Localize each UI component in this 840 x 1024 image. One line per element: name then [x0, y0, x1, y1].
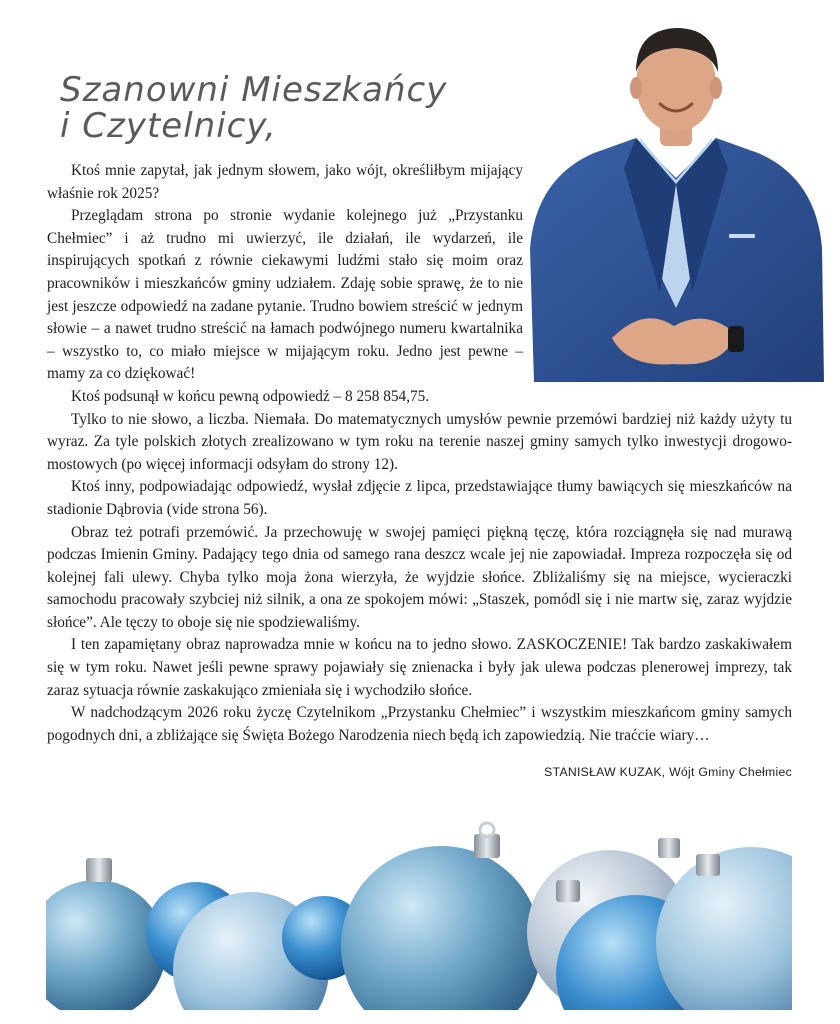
signature: STANISŁAW KUZAK, Wójt Gminy Chełmiec — [544, 765, 792, 779]
left-ear — [630, 77, 642, 99]
paragraph: Obraz też potrafi przemówić. Ja przechowuję w swojej pamięci piękną tęczę, która rozciągnęła się nad murawą podczas Imienin Gminy. Padający tego dnia od samego rana deszcz wcale jej nie zapowiadał. Impreza rozpoczęła się od kolejnej fali ulewy. Chyba tylko moja żona wierzyła, że wyjdzie słońce. Zbliżaliśmy się na miejsce, wycieraczki samochodu pracowały szybciej niż silnik, a ona ze spokojem mówi: „Staszek, pomódl się i nie martw się, zaraz wyjdzie słońce”. Ale tęczy to oboje się nie spodziewaliśmy. — [47, 523, 792, 631]
right-ear — [710, 77, 722, 99]
paragraph: Tylko to nie słowo, a liczba. Niemała. Do matematycznych umysłów pewnie przemówi bardziej niż każdy użyty tu wyraz. Za tyle polskich złotych zrealizowano w tym roku na terenie naszej gminy samych tylko inwestycji drogowo-mostowych (po więcej informacji odsyłam do strony 12). — [47, 410, 792, 473]
paragraph: Ktoś podsunął w końcu pewną odpowiedź – 8 258 854,75. — [71, 387, 430, 405]
ornament-ball — [341, 846, 541, 1010]
heading-line-1: Szanowni Mieszkańcy — [60, 70, 448, 110]
ornament-ball — [656, 847, 792, 1010]
page-heading — [60, 72, 447, 144]
paragraph: W nadchodzącym 2026 roku życzę Czytelnikom „Przystanku Chełmiec” i wszystkim mieszkańcom gminy samych pogodnych dni, a zbliżające się Święta Bożego Narodzenia niech będą ich zapowiedzią. Nie traćcie wiary… — [47, 704, 792, 744]
paragraph: Przeglądam strona po stronie wydanie kolejnego już „Przystanku Chełmiec” i aż trudno mi uwierzyć, ile działań, ile wydarzeń, ile inspirujących spotkań z równie ciekawymi ludźmi stało się moim oraz pracowników i mieszkańców gminy udziałem. Zdaję sobie sprawę, że to nie jest jeszcze odpowiedź na zadane pytanie. Trudno bowiem streścić w jednym słowie – a nawet trudno streścić na łamach podwójnego numeru kwartalnika – wszystko to, co miało miejsce w mijającym roku. Jedno jest pewne – mamy za co dziękować! — [47, 207, 523, 383]
ornament-cap — [658, 838, 680, 858]
christmas-ornaments-image — [46, 820, 792, 1010]
paragraph: I ten zapamiętany obraz naprowadza mnie w końcu na to jedno słowo. ZASKOCZENIE! Tak bardzo zaskakiwałem się w tym roku. Nawet jeśli pewne sprawy pojawiały się znienacka i były jak ulewa podczas plenerowej imprezy, tak zaraz sytuacja równie zaskakująco zmieniała się i wychodziło słońce. — [47, 636, 792, 699]
paragraph: Ktoś inny, podpowiadając odpowiedź, wysłał zdjęcie z lipca, przedstawiające tłumy bawiących się mieszkańców na stadionie Dąbrovia (vide strona 56). — [47, 478, 792, 518]
ornament-cap — [696, 854, 720, 876]
heading-line-2: i Czytelnicy, — [60, 106, 277, 146]
paragraph: Ktoś mnie zapytał, jak jednym słowem, jako wójt, określiłbym mijający właśnie rok 2025? — [47, 162, 523, 202]
ornament-cap — [556, 880, 580, 902]
letter-body — [47, 160, 792, 747]
ornament-cap — [86, 858, 112, 882]
